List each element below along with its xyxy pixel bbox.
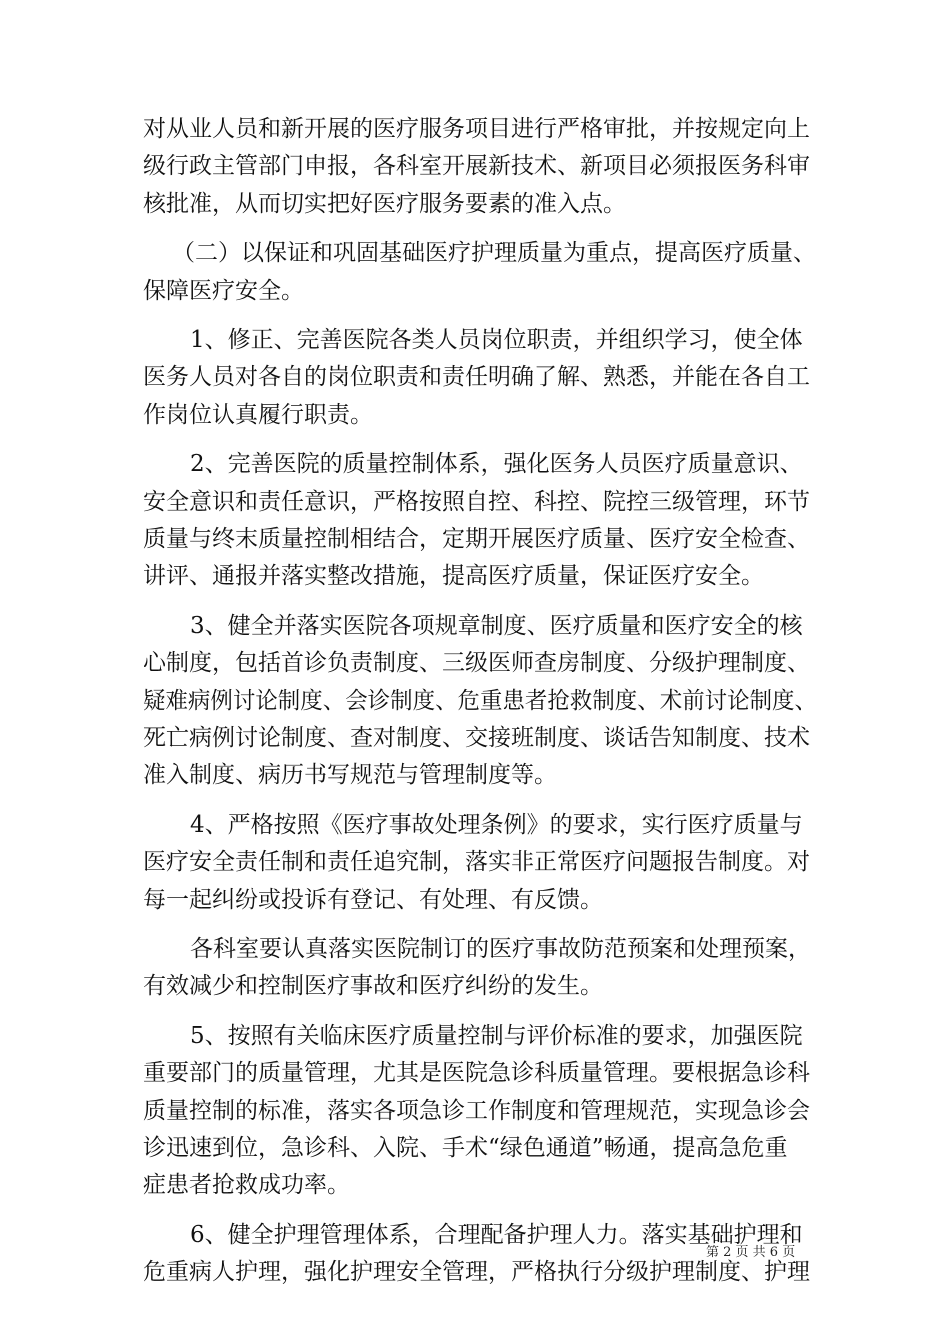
text-line: 每一起纠纷或投诉有登记、有处理、有反馈。 (143, 887, 603, 913)
text-line: 症患者抢救成功率。 (143, 1172, 350, 1198)
text-line: 讲评、通报并落实整改措施，提高医疗质量，保证医疗安全。 (143, 563, 764, 589)
text-line: 保障医疗安全。 (143, 278, 304, 304)
text-line: 准入制度、病历书写规范与管理制度等。 (143, 762, 557, 788)
text-line: 级行政主管部门申报，各科室开展新技术、新项目必须报医务科审 (143, 153, 810, 179)
text-line: 2、完善医院的质量控制体系，强化医务人员医疗质量意识、 (190, 451, 803, 477)
text-line: 安全意识和责任意识，严格按照自控、科控、院控三级管理，环节 (143, 489, 810, 515)
text-line: 对从业人员和新开展的医疗服务项目进行严格审批，并按规定向上 (143, 116, 810, 142)
text-line: 5、按照有关临床医疗质量控制与评价标准的要求，加强医院 (190, 1023, 803, 1049)
text-line: 医疗安全责任制和责任追究制，落实非正常医疗问题报告制度。对 (143, 849, 810, 875)
text-line: 有效减少和控制医疗事故和医疗纠纷的发生。 (143, 973, 603, 999)
text-line: 诊迅速到位，急诊科、入院、手术“绿色通道”畅通，提高急危重 (143, 1135, 788, 1161)
text-line: （二）以保证和巩固基础医疗护理质量为重点，提高医疗质量、 (172, 240, 816, 266)
text-line: 3、健全并落实医院各项规章制度、医疗质量和医疗安全的核 (190, 613, 803, 639)
text-line: 死亡病例讨论制度、查对制度、交接班制度、谈话告知制度、技术 (143, 725, 810, 751)
text-line: 质量控制的标准，落实各项急诊工作制度和管理规范，实现急诊会 (143, 1098, 810, 1124)
text-line: 质量与终末质量控制相结合，定期开展医疗质量、医疗安全检查、 (143, 526, 810, 552)
text-line: 4、严格按照《医疗事故处理条例》的要求，实行医疗质量与 (190, 812, 803, 838)
text-line: 医务人员对各自的岗位职责和责任明确了解、熟悉，并能在各自工 (143, 364, 810, 390)
text-line: 心制度，包括首诊负责制度、三级医师查房制度、分级护理制度、 (143, 650, 810, 676)
text-line: 重要部门的质量管理，尤其是医院急诊科质量管理。要根据急诊科 (143, 1060, 810, 1086)
page-number-footer: 第 2 页 共 6 页 (706, 1245, 796, 1260)
text-line: 各科室要认真落实医院制订的医疗事故防范预案和处理预案， (190, 936, 811, 962)
text-line: 核批准，从而切实把好医疗服务要素的准入点。 (143, 191, 626, 217)
text-line: 6、健全护理管理体系，合理配备护理人力。落实基础护理和 (190, 1222, 803, 1248)
text-line: 疑难病例讨论制度、会诊制度、危重患者抢救制度、术前讨论制度、 (143, 688, 817, 714)
text-line: 1、修正、完善医院各类人员岗位职责，并组织学习，使全体 (190, 327, 803, 353)
text-line: 危重病人护理，强化护理安全管理，严格执行分级护理制度、护理 (143, 1259, 810, 1285)
text-line: 作岗位认真履行职责。 (143, 402, 373, 428)
